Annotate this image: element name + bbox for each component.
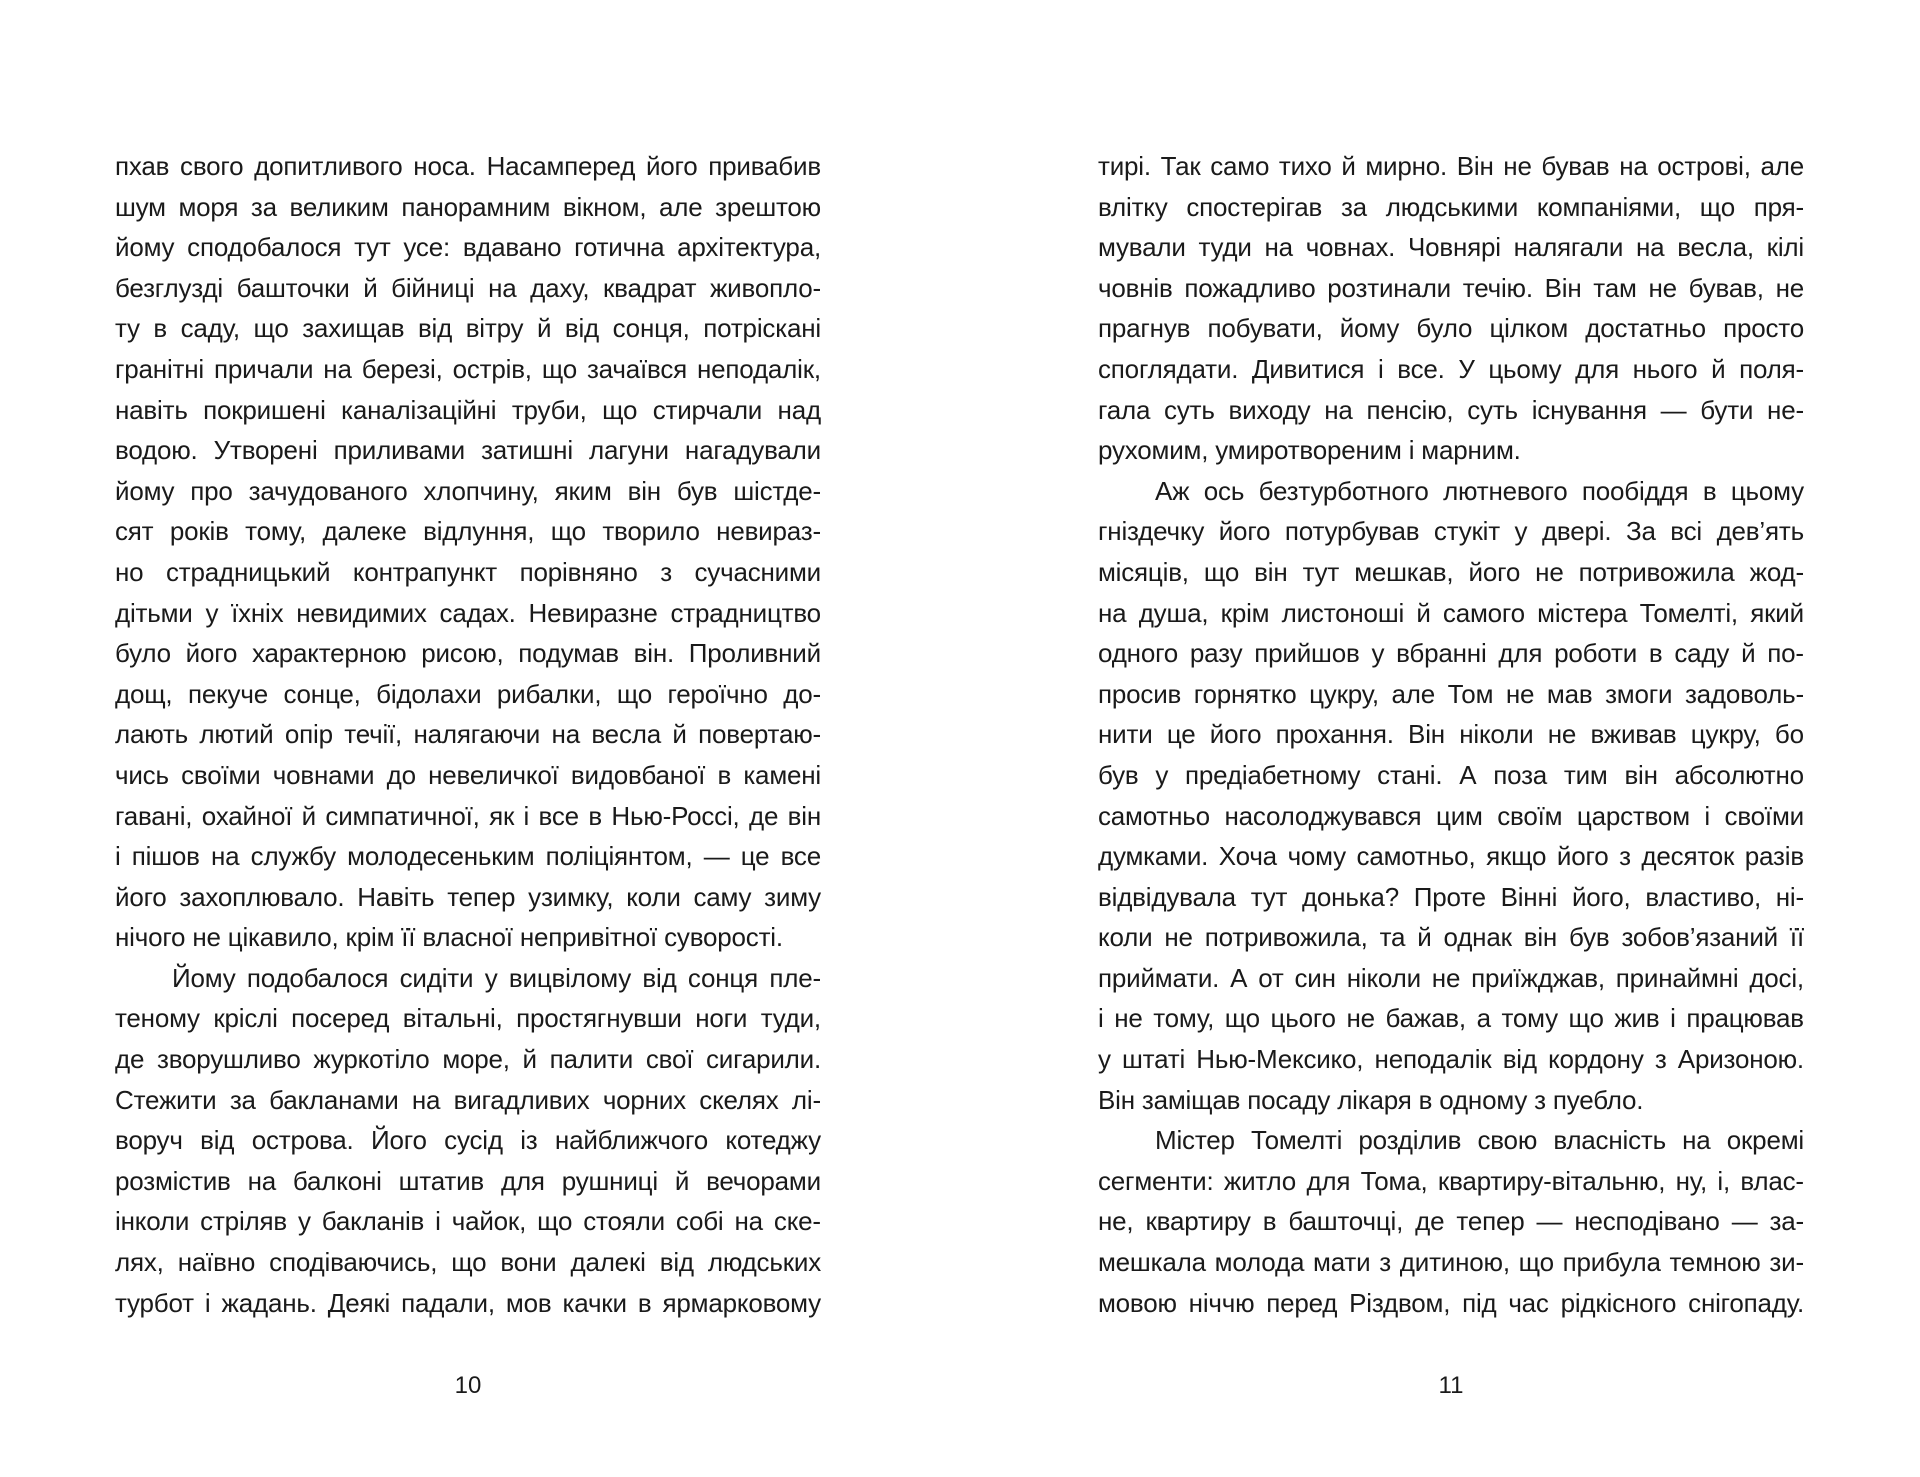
text-line: споглядати. Дивитися і все. У цьому для нього й поля- bbox=[1098, 353, 1804, 384]
paragraph bbox=[1098, 1120, 1804, 1323]
text-line: воруч від острова. Його сусід із найближчого котеджу bbox=[115, 1125, 821, 1156]
text-line: чись своїми човнами до невеличкої видовбаної в камені bbox=[115, 759, 821, 790]
text-line: на душа, крім листоноші й самого містера Томелті, який bbox=[1098, 597, 1804, 628]
page-number-right: 11 bbox=[1438, 1372, 1464, 1399]
page-right-text bbox=[1098, 146, 1804, 1323]
text-line: одного разу прийшов у вбранні для роботи в саду й по- bbox=[1098, 638, 1804, 669]
text-line: відвідувала тут донька? Проте Вінні його, властиво, ні- bbox=[1098, 881, 1804, 912]
text-line: сят років тому, далеке відлуння, що творило невираз- bbox=[115, 516, 821, 547]
text-line: і не тому, що цього не бажав, а тому що жив і працював bbox=[1098, 1003, 1804, 1034]
text-line: гранітні причали на березі, острів, що зачаївся неподалік, bbox=[115, 353, 821, 384]
text-line: був у предіабетному стані. А поза тим він абсолютно bbox=[1098, 759, 1804, 790]
text-line: пхав свого допитливого носа. Насамперед його привабив bbox=[115, 151, 821, 181]
text-line: інколи стріляв у бакланів і чайок, що стояли собі на ске- bbox=[115, 1206, 821, 1237]
text-line: прагнув побувати, йому було цілком достатньо просто bbox=[1098, 313, 1804, 344]
text-line: тирі. Так само тихо й мирно. Він не бував на острові, але bbox=[1098, 151, 1804, 181]
text-line: лають лютий опір течії, налягаючи на весла й повертаю- bbox=[115, 719, 821, 750]
text-line: Йому подобалося сидіти у вицвілому від сонця пле- bbox=[172, 962, 821, 993]
paragraph bbox=[115, 146, 821, 958]
text-line: теному кріслі посеред вітальні, простягнувши ноги туди, bbox=[115, 1003, 821, 1034]
text-line: шум моря за великим панорамним вікном, але зрештою bbox=[115, 191, 821, 222]
text-line: йому про зачудованого хлопчину, яким він був шістде- bbox=[115, 475, 821, 506]
text-line: самотньо насолоджувався цим своїм царством і своїми bbox=[1098, 800, 1804, 831]
text-line: місяців, що він тут мешкав, його не потривожила жод- bbox=[1098, 556, 1804, 587]
text-line: навіть покришені каналізаційні труби, що стирчали над bbox=[115, 394, 821, 425]
text-line: приймати. А от син ніколи не приїжджав, принаймні досі, bbox=[1098, 962, 1804, 993]
text-line: і пішов на службу молодесеньким поліціянтом, — це все bbox=[115, 841, 821, 872]
text-line: було його характерною рисою, подумав він. Проливний bbox=[115, 638, 821, 669]
text-line: водою. Утворені приливами затишні лагуни нагадували bbox=[115, 435, 821, 466]
text-line: Він заміщав посаду лікаря в одному з пуебло. bbox=[1098, 1084, 1644, 1115]
text-line: лях, наївно сподіваючись, що вони далекі від людських bbox=[115, 1247, 821, 1278]
text-line: Стежити за бакланами на вигадливих чорних скелях лі- bbox=[115, 1084, 821, 1115]
text-line: де зворушливо журкотіло море, й палити свої сигарили. bbox=[115, 1044, 821, 1075]
page-number-left: 10 bbox=[454, 1372, 482, 1399]
text-line: човнів пожадливо розтинали течію. Він там не бував, не bbox=[1098, 272, 1804, 303]
paragraph bbox=[1098, 146, 1804, 471]
text-line: гавані, охайної й симпатичної, як і все в Нью-Россі, де він bbox=[115, 800, 821, 831]
text-line: гала суть виходу на пенсію, суть існування — бути не- bbox=[1098, 394, 1804, 425]
text-line: дітьми у їхніх невидимих садах. Невиразне страдництво bbox=[115, 597, 821, 628]
text-line: влітку спостерігав за людськими компаніями, що пря- bbox=[1098, 191, 1804, 222]
text-line: Містер Томелті розділив свою власність на окремі bbox=[1155, 1125, 1804, 1156]
text-line: Аж ось безтурботного лютневого пообіддя в цьому bbox=[1155, 475, 1804, 506]
text-line: нічого не цікавило, крім її власної непривітної суворості. bbox=[115, 922, 783, 953]
text-line: безглузді башточки й бійниці на даху, квадрат живопло- bbox=[115, 272, 821, 303]
text-line: думками. Хоча чому самотньо, якщо його з десяток разів bbox=[1098, 841, 1804, 872]
text-line: нити це його прохання. Він ніколи не вживав цукру, бо bbox=[1098, 719, 1804, 750]
text-line: просив горнятко цукру, але Том не мав змоги задоволь- bbox=[1098, 678, 1804, 709]
page-left-text bbox=[115, 146, 821, 1323]
paragraph bbox=[115, 958, 821, 1323]
text-line: турбот і жадань. Деякі падали, мов качки в ярмарковому bbox=[115, 1287, 821, 1318]
text-line: його захоплювало. Навіть тепер узимку, коли саму зиму bbox=[115, 881, 821, 912]
text-line: мешкала молода мати з дитиною, що прибула темною зи- bbox=[1098, 1247, 1804, 1278]
text-line: сегменти: житло для Тома, квартиру-вітальню, ну, і, влас- bbox=[1098, 1165, 1804, 1196]
text-line: розмістив на балконі штатив для рушниці й вечорами bbox=[115, 1165, 821, 1196]
text-line: мовою ніччю перед Різдвом, під час рідкісного снігопаду. bbox=[1098, 1287, 1804, 1318]
text-line: у штаті Нью-Мексико, неподалік від кордону з Аризоною. bbox=[1098, 1044, 1804, 1075]
text-line: ту в саду, що захищав від вітру й від сонця, потріскані bbox=[115, 313, 821, 344]
paragraph bbox=[1098, 471, 1804, 1121]
text-line: йому сподобалося тут усе: вдавано готична архітектура, bbox=[115, 232, 821, 263]
text-line: не, квартиру в башточці, де тепер — несподівано — за- bbox=[1098, 1206, 1804, 1237]
text-line: мували туди на човнах. Човнярі налягали на весла, кілі bbox=[1098, 232, 1804, 263]
text-line: рухомим, умиротвореним і марним. bbox=[1098, 435, 1521, 466]
text-line: коли не потривожила, та й однак він був зобов’язаний її bbox=[1098, 922, 1804, 953]
text-line: гніздечку його потурбував стукіт у двері. За всі дев’ять bbox=[1098, 516, 1804, 547]
text-line: дощ, пекуче сонце, бідолахи рибалки, що героїчно до- bbox=[115, 678, 821, 709]
text-line: но страдницький контрапункт порівняно з сучасними bbox=[115, 556, 821, 587]
